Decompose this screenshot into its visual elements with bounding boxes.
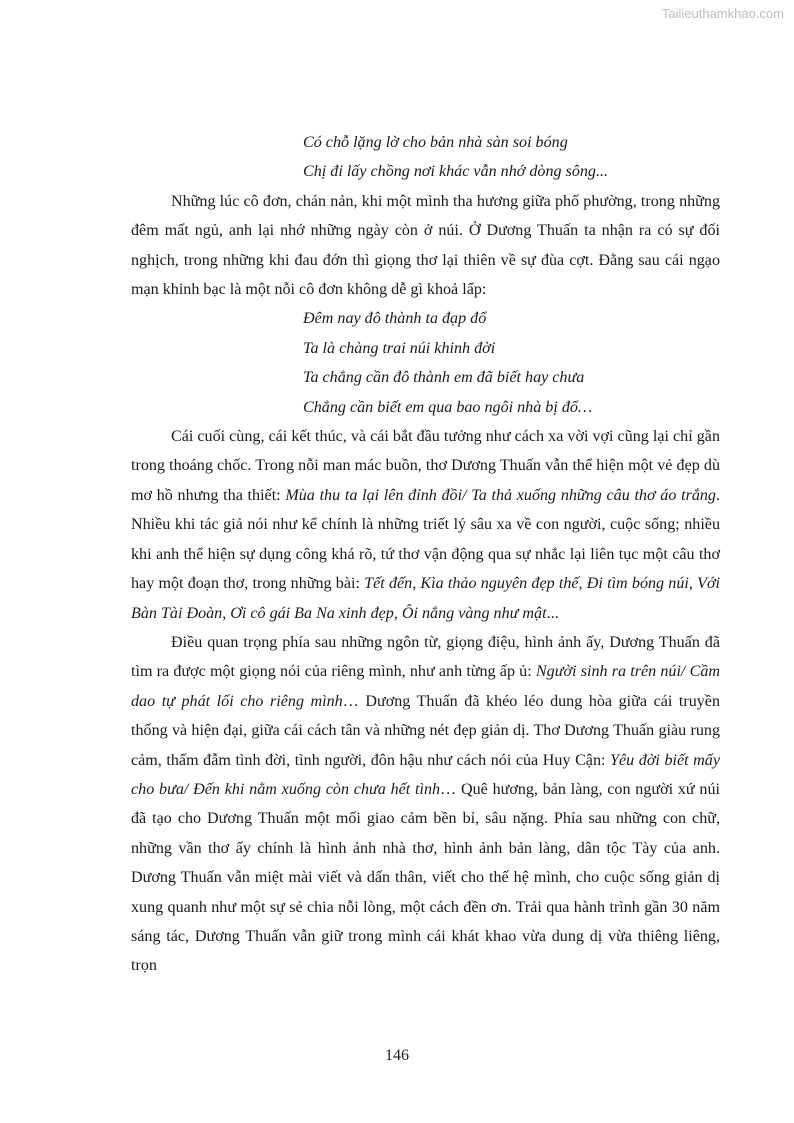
page-number: 146 bbox=[385, 1047, 409, 1064]
text-run: Cái cuối cùng, cái kết thúc, và cái bắt đầu tưởng như cách xa vời vợi cũng lại chỉ gần trong thoáng chốc. Trong nỗi man mác buồn, thơ Dương Thuấn vẫn thể hiện một vẻ đẹp dù mơ hồ nhưng tha thiết: bbox=[131, 428, 720, 504]
paragraph-3 bbox=[131, 628, 720, 981]
paragraph-1: Những lúc cô đơn, chán nản, khi một mình tha hương giữa phố phường, trong những đêm mất ngủ, anh lại nhớ những ngày còn ở núi. Ở Dương Thuấn ta nhận ra có sự đối nghịch, trong những khi đau đớn thì giọng thơ lại thiên về sự đùa cợt. Đằng sau cái ngạo mạn khinh bạc là một nỗi cô đơn không dễ gì khoả lấp: bbox=[131, 192, 720, 299]
quote-run: Người sinh ra trên núi/ Cầm dao tự phát lối cho riêng mình bbox=[131, 663, 720, 710]
quote-run: Yêu đời biết mấy cho bưa/ Đến khi nằm xuống còn chưa hết tình bbox=[131, 751, 720, 798]
verse-block-1 bbox=[131, 128, 720, 187]
verse-block-2 bbox=[131, 304, 720, 422]
verse-line: Có chỗ lặng lờ cho bản nhà sàn soi bóng bbox=[303, 134, 568, 151]
quote-run: Mùa thu ta lại lên đỉnh đồi/ Ta thả xuống những câu thơ áo trắng bbox=[285, 486, 716, 504]
text-run: … Dương Thuấn đã khéo léo dung hòa giữa cái truyền thống và hiện đại, giữa cái cách tân và những nét đẹp giản dị. Thơ Dương Thuấn giàu rung cảm, thấm đẫm tình đời, tình người, đôn hậu như cách nói của Huy Cận: bbox=[131, 692, 720, 769]
verse-line: Ta là chàng trai núi khinh đời bbox=[303, 339, 496, 357]
text-run: … Quê hương, bản làng, con người xứ núi đã tạo cho Dương Thuấn một mối giao cảm bền bỉ, sâu nặng. Phía sau những con chữ, những vần thơ ấy chính là hình ảnh nhà thơ, hình ảnh bản làng, dân tộc Tày của anh. Dương Thuấn vẫn miệt mài viết và dấn thân, viết cho thế hệ mình, cho cuộc sống giản dị xung quanh như một sự sẻ chia nỗi lòng, một cách đền ơn. Trải qua hành trình gần 30 năm sáng tác, Dương Thuấn vẫn giữ trong mình cái khát khao vừa dung dị vừa thiêng liêng, trọn bbox=[131, 780, 720, 975]
verse-line: Ta chẳng cần đô thành em đã biết hay chưa bbox=[303, 369, 585, 387]
text-run: ... bbox=[546, 604, 559, 622]
verse-line: Chẳng cần biết em qua bao ngôi nhà bị đổ… bbox=[303, 398, 593, 416]
text-run: Điều quan trọng phía sau những ngôn từ, giọng điệu, hình ảnh ấy, Dương Thuấn đã tìm ra được một giọng nói của riêng mình, như anh từng ấp ủ: bbox=[131, 633, 720, 681]
verse-line: Đêm nay đô thành ta đạp đổ bbox=[303, 310, 487, 328]
watermark: Tailieuthamkhao.com bbox=[661, 6, 784, 21]
verse-line: Chị đi lấy chồng nơi khác vẫn nhớ dòng sông... bbox=[303, 163, 609, 181]
text-run: . Nhiều khi tác giả nói như kể chính là những triết lý sâu xa về con người, cuộc sống; nhiều khi anh thể hiện sự dụng công khá rõ, tứ thơ vận động qua sự nhắc lại liên tục một câu thơ hay một đoạn thơ, trong những bài: bbox=[131, 486, 721, 593]
quote-run: Tết đến, Kìa thảo nguyên đẹp thế, Đi tìm bóng núi, Với Bàn Tài Đoàn, Ơi cô gái Ba Na xinh đẹp, Ôi nắng vàng như mật bbox=[131, 575, 720, 622]
paragraph-2 bbox=[131, 422, 720, 628]
page-content bbox=[131, 128, 720, 981]
